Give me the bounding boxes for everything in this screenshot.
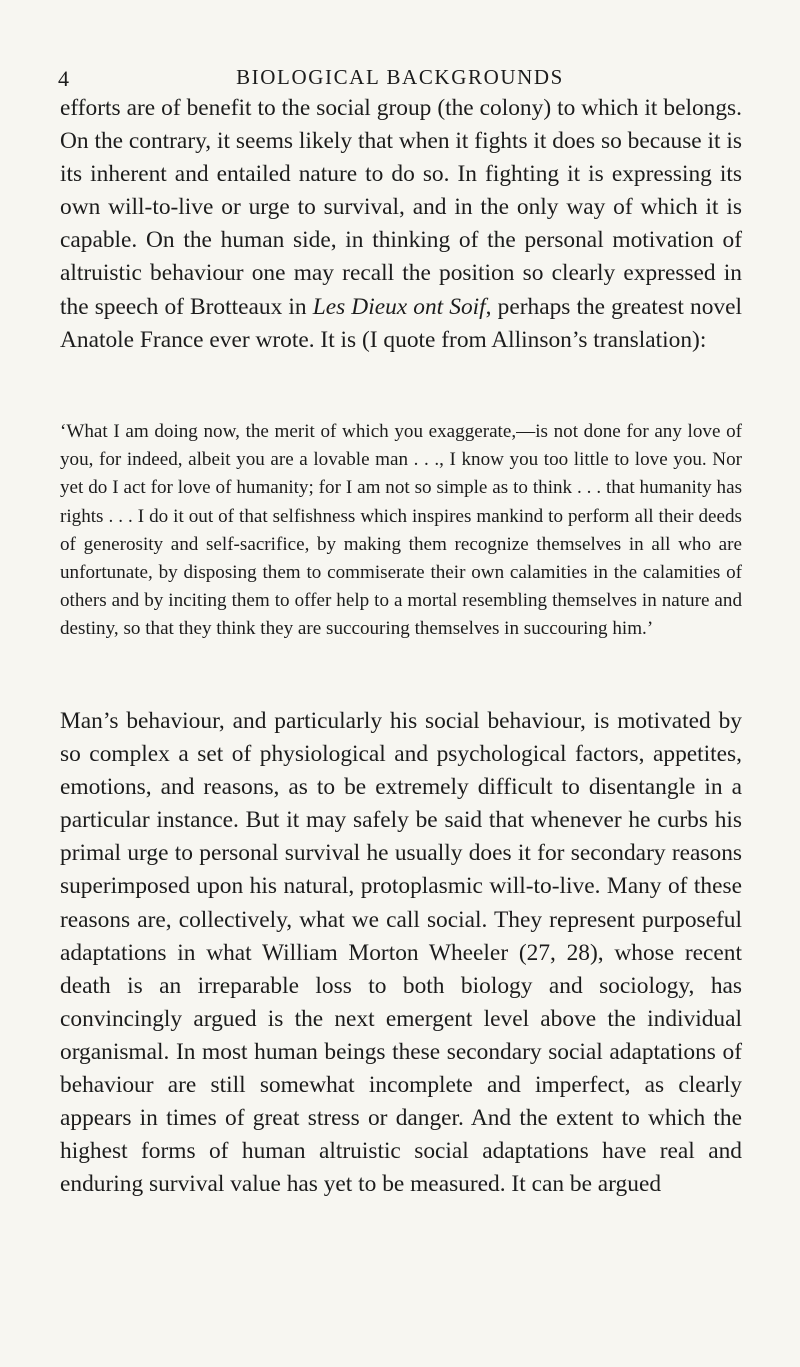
- paragraph-1-text-start: efforts are of benefit to the social group (the colony) to which it belongs. On the contrary, it seems likely that when it fights it does so because it is its inherent and entailed nature to do so. In fighting it is expressing its own will-to-live or urge to survival, and in the only way of which it is capable. On the human side, in thinking of the personal motivation of altruistic behaviour one may recall the position so clearly expressed in the speech of Brotteaux in: [60, 95, 742, 320]
- page-number: 4: [58, 66, 69, 91]
- running-head: BIOLOGICAL BACKGROUNDS: [236, 65, 564, 89]
- body-paragraph-1: [60, 92, 742, 357]
- block-quotation: ‘What I am doing now, the merit of which you exaggerate,—is not done for any love of you, for indeed, albeit you are a lovable man . . ., I know you too little to love you. Nor yet do I act for love of humanity; for I am not so simple as to think . . . that humanity has rights . . . I do it out of that selfishness which inspires mankind to perform all their deeds of generosity and self-sacrifice, by making them recognize themselves in all who are unfortunate, by disposing them to commiserate their own calamities in the calamities of others and by inciting them to offer help to a mortal resembling themselves in nature and destiny, so that they think they are succouring themselves in succouring him.’: [60, 421, 742, 640]
- book-title: Les Dieux ont Soif: [312, 293, 486, 320]
- paragraph-1-text-end: , perhaps the greatest novel Anatole France ever wrote. It is (I quote from Allinson’s translation):: [60, 293, 742, 353]
- body-paragraph-2: Man’s behaviour, and particularly his social behaviour, is motivated by so complex a set of physiological and psychological factors, appetites, emotions, and reasons, as to be extremely difficult to disentangle in a particular instance. But it may safely be said that whenever he curbs his primal urge to personal survival he usually does it for secondary reasons superimposed upon his natural, protoplasmic will-to-live. Many of these reasons are, collectively, what we call social. They represent purposeful adaptations in what William Morton Wheeler (27, 28), whose recent death is an irreparable loss to both biology and sociology, has convincingly argued is the next emergent level above the individual organismal. In most human beings these secondary social adaptations of behaviour are still somewhat incomplete and imperfect, as clearly appears in times of great stress or danger. And the extent to which the highest forms of human altruistic social adaptations have real and enduring survival value has yet to be measured. It can be argued: [60, 708, 742, 1198]
